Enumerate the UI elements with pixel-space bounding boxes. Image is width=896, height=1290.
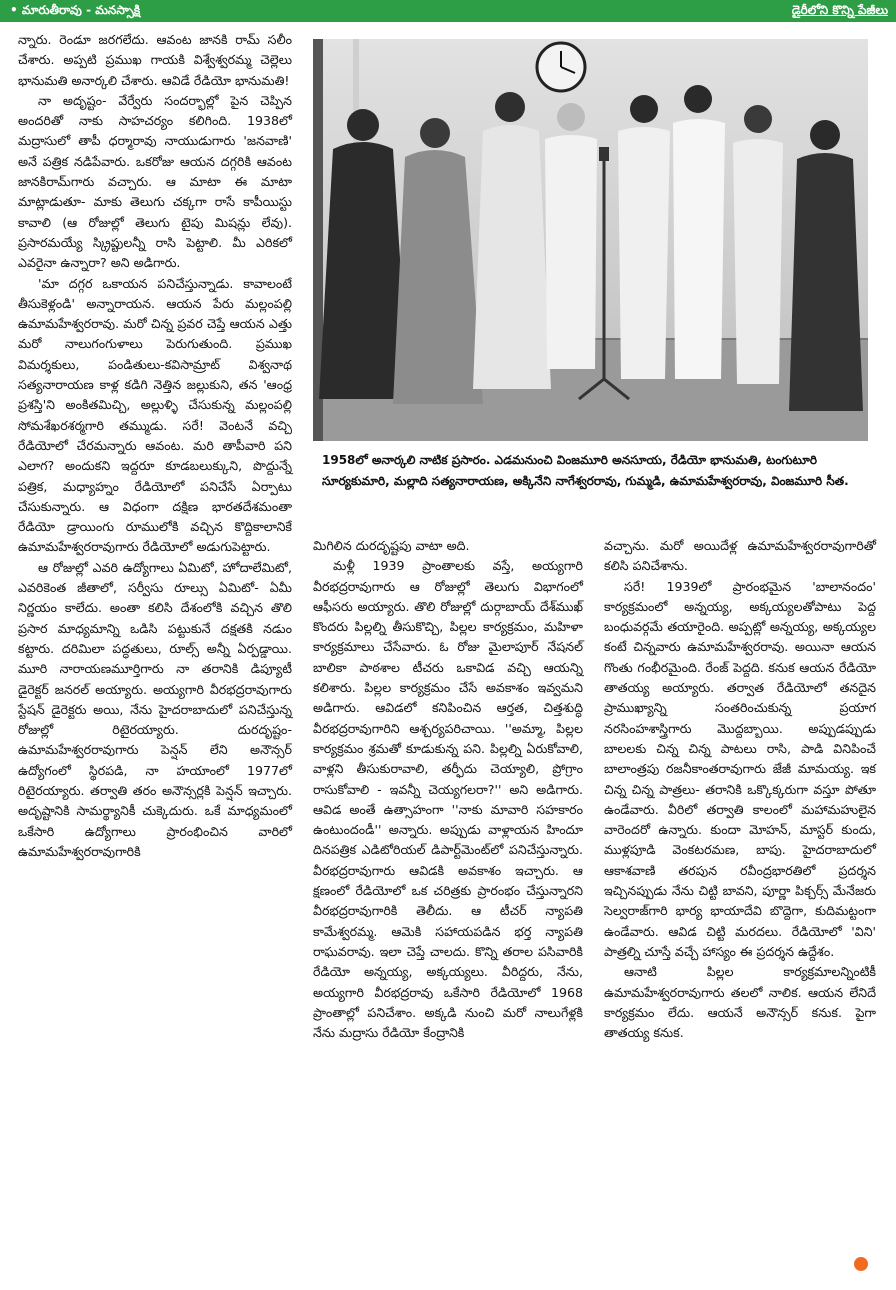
running-header [0,0,896,22]
group-photo-illustration [313,39,868,441]
wall-clock-icon [537,43,585,91]
paragraph: ఆనాటి పిల్లల కార్యక్రమాలన్నింటికీ ఉమామహేశ్వరరావుగారు తలలో నాలిక. ఆయన లేనిదే కార్యక్రమం లేదు. ఆయనే అనౌన్సర్ కనుక. పైగా తాతయ్య కనుక. [604,964,876,1041]
text-column-1 [18,30,292,862]
paragraph: న్నారు. రెండూ జరగలేదు. ఆవంట జానకి రామ్ సలీం చేశారు. అప్పటి ప్రముఖ గాయకి విశ్వేశ్వరమ్మ చెల్లెలు భానుమతి అనార్కలి చేశారు. ఆవిడే రేడియో భానుమతి! [18,32,292,88]
photo-caption: 1958లో అనార్కలి నాటిక ప్రసారం. ఎడమనుంచి వింజమూరి అనసూయ, రేడియో భానుమతి, టంగుటూరి సూర్యకుమారి, మల్లాది సత్యనారాయణ, అక్కినేని నాగేశ్వరరావు, గుమ్మడి, ఉమామహేశ్వరరావు, వింజమూరి సీత. [322,453,849,488]
header-section-title: డైరీలోని కొన్ని పేజీలు [791,3,888,17]
paragraph: 'మా దగ్గర ఒకాయన పనిచేస్తున్నాడు. కావాలంటే తీసుకెళ్లండి' అన్నారాయన. ఆయన పేరు మల్లంపల్లి ఉమామహేశ్వరరావు. మరో చిన్న ప్రవర చెప్తే ఆయన ఎత్తు మరో నాలుగంగుళాలు పెరుగుతుంది. ప్రముఖ విమర్శకులు, పండితులు-కవిసామ్రాట్ విశ్వనాథ సత్యనారాయణ కాళ్ల కడిగి నెత్తిన జల్లుకుని, తన 'ఆంధ్ర ప్రశస్తి'ని అంకితమిచ్చి, అల్లుళ్ళి చేసుకున్న మల్లంపల్లి సోమశేఖరశర్మగారి తమ్ముడు. సరే! వెంటనే వచ్చి రేడియోలో చేరమన్నారు ఆవంట. మరి తాపీవారి పని ఎలాగ? అందుకని ఇద్దరూ కూడబలుక్కుని, పొద్దున్నే పత్రిక, మధ్యాహ్నం రేడియోలో పనిచేసే ఏర్పాటు చేసుకున్నారు. ఆ విధంగా దక్షిణ భారతదేశమంతా రేడియో డ్రాయింగు రూములోకి వచ్చిన కొద్దికాలానికే ఉమామహేశ్వరరావుగారు రేడియోలో అడుగుపెట్టారు. [18,275,292,555]
paragraph: మళ్లీ 1939 ప్రాంతాలకు వస్తే, అయ్యగారి వీరభద్రరావుగారు ఆ రోజుల్లో తెలుగు విభాగంలో ఆఫీసరు అయ్యారు. తొలి రోజుల్లో దుర్గాబాయ్ దేశ్‌ముఖ్ కొందరు పిల్లల్ని తీసుకొచ్చి, పిల్లల కార్యక్రమం, మహిళా కార్యక్రమాలు చేసేవారు. ఓ రోజు మైలాపూర్ నేషనల్ బాలికా పాఠశాల టీచరు ఒకావిడ వచ్చి ఆయన్ని కలిశారు. పిల్లల కార్యక్రమం చేసే అవకాశం ఇవ్వమని అడిగారు. ఆవిడలో కనిపించిన ఆర్తత, చిత్తశుద్ధి వీరభద్రరావుగారిని ఆశ్చర్యపరిచాయి. ''అమ్మా, పిల్లల కార్యక్రమం శ్రమతో కూడుకున్న పని. పిల్లల్ని ఏరుకోవాలి, వాళ్లని తీసుకురావాలి, తర్ఫీదు చెయ్యాలి, ప్రోగ్రాం రాసుకోవాలి - ఇవన్నీ చెయ్యగలరా?'' అని అడిగారు. ఆవిడ అంతే ఉత్సాహంగా ''నాకు మావారి సహకారం ఉంటుందండీ'' అన్నారు. అప్పుడు వాళ్లాయన హిందూ దినపత్రిక ఎడిటోరియల్ డిపార్ట్‌మెంట్‌లో పనిచేస్తున్నారు. వీరభద్రరావుగారు ఆవిడకి అవకాశం ఇచ్చారు. ఆ క్షణంలో రేడియోలో ఒక చరిత్రకు ప్రారంభం చేస్తున్నారని వీరభద్రరావుగారికి తెలీదు. ఆ టీచర్ న్యాపతి కామేశ్వరమ్మ. ఆమెకి సహాయపడిన భర్త న్యాపతి రాఘవరావు. ఇలా చెప్తే చాలదు. కొన్ని తరాల పసివారికి రేడియో అన్నయ్య, అక్కయ్యలు. వీరిద్దరు, నేను, అయ్యగారి వీరభద్రరావు ఒకేసారి రేడియోలో 1968 ప్రాంతాల్లో పనిచేశాం. అక్కడి నుంచి మరో నాలుగేళ్లకి నేను మద్రాసు రేడియో కేంద్రానికి [313,558,583,1041]
page-marker-dot [854,1257,868,1271]
text-column-2 [313,536,583,1043]
header-author-title: • మారుతీరావు - మనస్సాక్షి [10,3,141,17]
text-column-3 [604,536,876,1043]
paragraph: ఆ రోజుల్లో ఎవరి ఉద్యోగాలు ఏమిటో, హోదాలేమిటో, ఎవరికెంత జీతాలో, సర్వీసు రూల్సు ఏమిటో- ఏమీ నిర్ణయం కాలేదు. అంతా కలిసి దేశంలోకి వచ్చిన తొలి ప్రసార మాధ్యమాన్ని ఒడిసి పట్టుకునే దక్షతకి నడుం కట్టారు. దరిమిలా పద్ధతులు, రూల్స్ అన్నీ ఏర్పడ్డాయి. మూరి నారాయణమూర్తిగారు నా తరానికి డిప్యూటీ డైరెక్టర్ జనరల్ అయ్యారు. అయ్యగారి వీరభద్రరావుగారు స్టేషన్ డైరెక్టరు అయి, నేను హైదరాబాదులో పనిచేస్తున్న రోజుల్లో రిటైరయ్యారు. దురదృష్టం- ఉమామహేశ్వరరావుగారు పెన్షన్ లేని అనౌన్సర్ ఉద్యోగంలో స్థిరపడి, నా హయాంలో 1977లో రిటైరయ్యారు. తర్వాతి తరం అనౌన్సర్లకి పెన్షన్ ఇచ్చారు. అదృష్టానికి సామర్థ్యానికీ చుక్కెదురు. ఒకే మాధ్యమంలో ఒకేసారి ఉద్యోగాలు ప్రారంభించిన వారిలో ఉమామహేశ్వరరావుగారికి [18,559,292,859]
paragraph: మిగిలిన దురదృష్టపు వాటా అది. [313,538,470,553]
group-photo [313,39,868,441]
paragraph: నా అదృష్టం- వేర్వేరు సందర్భాల్లో పైన చెప్పిన అందరితో నాకు సాహచర్యం కలిగింది. 1938లో మద్రాసులో తాపీ ధర్మారావు నాయుడుగారు 'జనవాణి' అనే పత్రిక నడిపేవారు. ఒకరోజు ఆయన దగ్గరికి ఆవంట జానకిరామ్‌గారు వచ్చారు. ఆ మాటా ఈ మాటా మాట్లాడుతూ- మాకు తెలుగు చక్కగా రాసే కాపీయిస్టు కావాలి (ఆ రోజుల్లో తెలుగు టైపు మిషన్లు లేవు). ప్రసారమయ్యే స్క్రిప్టులన్నీ రాసి పెట్టాలి. మీ ఎరికలో ఎవరైనా ఉన్నారా? అని అడిగారు. [18,92,292,271]
paragraph: వచ్చాను. మరో అయిదేళ్ల ఉమామహేశ్వరరావుగారితో కలిసి పనిచేశాను. [604,538,876,574]
paragraph: సరే! 1939లో ప్రారంభమైన 'బాలానందం' కార్యక్రమంలో అన్నయ్య, అక్కయ్యలతోపాటు పెద్ద బంధువర్గమే తయారైంది. అప్పట్లో అన్నయ్య, అక్కయ్యల కంటే చిన్నవారు ఉమామహేశ్వరరావు. అయినా ఆయన గొంతు గంభీరమైంది. రేంజ్ పెద్దది. కనుక ఆయన రేడియో తాతయ్య అయ్యారు. తర్వాత రేడియోలో తనదైన ప్రాముఖ్యాన్ని సంతరించుకున్న ప్రయాగ నరసింహశాస్త్రిగారు మొద్దబ్బాయి. అప్పుడప్పుడు బాలలకు చిన్న చిన్న పాటలు రాసి, పాడి వినిపించే బాలాంత్రపు రజనీకాంతరావుగారు జేజీ మామయ్య. ఇక చిన్న చిన్న పాత్రలు- తరానికి ఒక్కొక్కరుగా వస్తూ పోతూ ఉండేవారు. వీరిలో తర్వాతి కాలంలో మహామహులైన వారెందరో ఉన్నారు. కుందా మోహన్, మాస్టర్ కుందు, ముళ్లపూడి వెంకటరమణ, బాపు. హైదరాబాదులో ఆకాశవాణి తరపున రవీంద్రభారతిలో ప్రదర్శన ఇచ్చినప్పుడు నేను చిట్టి బావని, పూర్ణా పిక్చర్స్ మేనేజరు సెల్వరాజ్‌గారి భార్య భాయాదేవి బొద్దెగా, కుదిమట్టంగా ఉండేవారు. ఆవిడ చిట్టి మరదలు. రేడియోలో 'విని' పాత్రల్ని చూస్తే వచ్చే హాస్యం ఈ ప్రదర్శన ఉద్దేశం. [604,578,876,959]
